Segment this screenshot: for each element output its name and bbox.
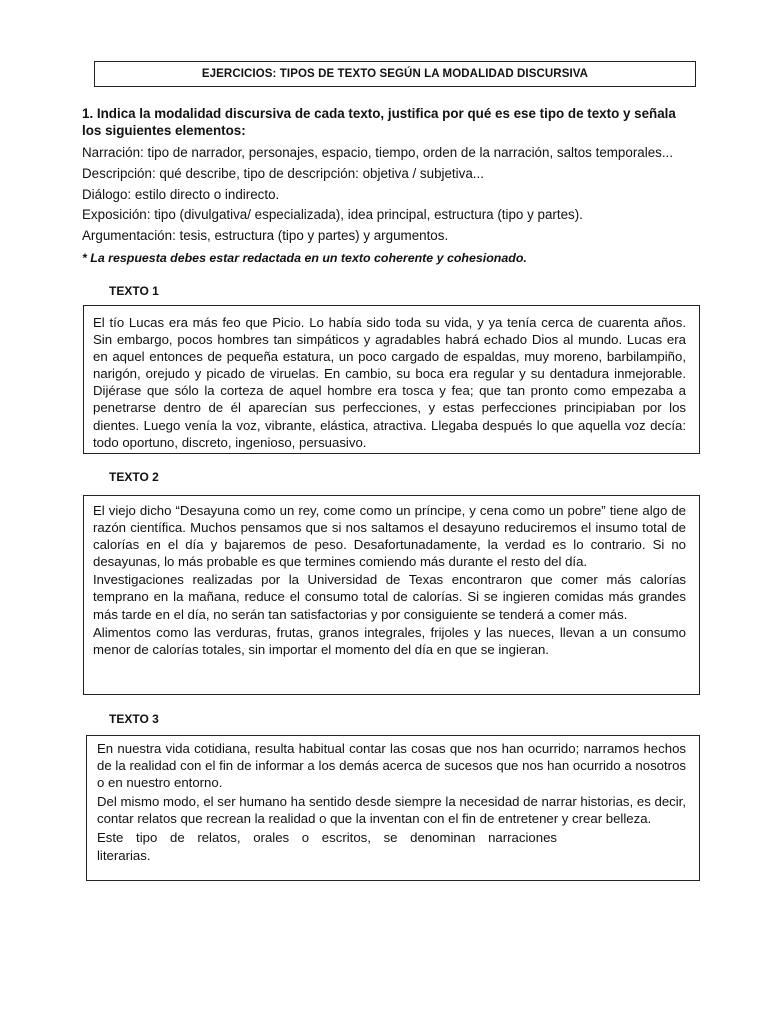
instruction-item-dialogo: Diálogo: estilo directo o indirecto. — [82, 186, 280, 202]
instruction-item-exposicion: Exposición: tipo (divulgativa/ especializada), idea principal, estructura (tipo y partes). — [82, 207, 583, 223]
texto-3-paragraph-3-line-2: literarias. — [97, 847, 151, 863]
exercise-title: EJERCICIOS: TIPOS DE TEXTO SEGÚN LA MODALIDAD DISCURSIVA — [94, 61, 696, 87]
texto-3-paragraph-1: En nuestra vida cotidiana, resulta habitual contar las cosas que nos han ocurrido; narramos hechos de la realidad con el fin de informar a los demás acerca de sucesos que nos han ocurrido a nosotros o en nuestro entorno. — [97, 741, 686, 791]
instruction-item-descripcion: Descripción: qué describe, tipo de descripción: objetiva / subjetiva... — [82, 165, 484, 181]
instruction-item-argumentacion: Argumentación: tesis, estructura (tipo y partes) y argumentos. — [82, 228, 449, 244]
texto-2-paragraph-3: Alimentos como las verduras, frutas, granos integrales, frijoles y las nueces, llevan a un consumo menor de calorías totales, sin importar el momento del día en que se ingieran. — [93, 624, 686, 657]
texto-2-paragraph-1: El viejo dicho “Desayuna como un rey, come como un príncipe, y cena como un pobre” tiene algo de razón científica. Muchos pensamos que si nos saltamos el desayuno reduciremos el insumo total de calorías en el día y bajaremos de peso. Desafortunadamente, la verdad es lo contrario. Si no desayunas, lo más probable es que termines comiendo más durante el resto del día. — [93, 503, 686, 570]
texto-3-paragraph-2: Del mismo modo, el ser humano ha sentido desde siempre la necesidad de narrar historias, es decir, contar relatos que recrean la realidad o que la inventan con el fin de entretener y crear belleza. — [97, 794, 686, 827]
answer-note: * La respuesta debes estar redactada en un texto coherente y cohesionado. — [82, 250, 527, 265]
texto-1-label: TEXTO 1 — [109, 284, 159, 298]
texto-3-label: TEXTO 3 — [109, 712, 159, 726]
texto-2-label: TEXTO 2 — [109, 470, 159, 484]
question-1: 1. Indica la modalidad discursiva de cada texto, justifica por qué es ese tipo de texto y señala los siguientes elementos: — [82, 106, 676, 138]
texto-2-box — [83, 495, 700, 695]
texto-1-paragraph: El tío Lucas era más feo que Picio. Lo había sido toda su vida, y ya tenía cerca de cuarenta años. Sin embargo, pocos hombres tan simpáticos y agradables habrá echado Dios al mundo. Lucas era en aquel entonces de pequeña estatura, un poco cargado de espaldas, muy moreno, barbilampiño, narigón, orejudo y picado de viruelas. En cambio, su boca era regular y su dentadura inmejorable. Dijérase que sólo la corteza de aquel hombre era tosca y fea; que tan pronto como empezaba a penetrarse dentro de él aparecían sus perfecciones, y estas perfecciones principiaban por los dientes. Luego venía la voz, vibrante, elástica, atractiva. Llegaba después lo que aquella voz decía: todo oportuno, discreto, ingenioso, persuasivo. — [93, 315, 686, 450]
texto-3-paragraph-3-line-1: Este tipo de relatos, orales o escritos, se denominan narraciones — [97, 830, 557, 846]
instruction-item-narracion: Narración: tipo de narrador, personajes, espacio, tiempo, orden de la narración, saltos temporales... — [82, 145, 673, 160]
texto-3-box — [86, 735, 700, 881]
texto-1-box — [83, 305, 700, 454]
instructions — [82, 105, 688, 269]
texto-2-paragraph-2: Investigaciones realizadas por la Universidad de Texas encontraron que comer más calorías temprano en la mañana, reduce el consumo total de calorías. Si se ingieren comidas más grandes más tarde en el día, no serán tan satisfactorias y por consiguiente se tenderá a comer más. — [93, 572, 686, 622]
